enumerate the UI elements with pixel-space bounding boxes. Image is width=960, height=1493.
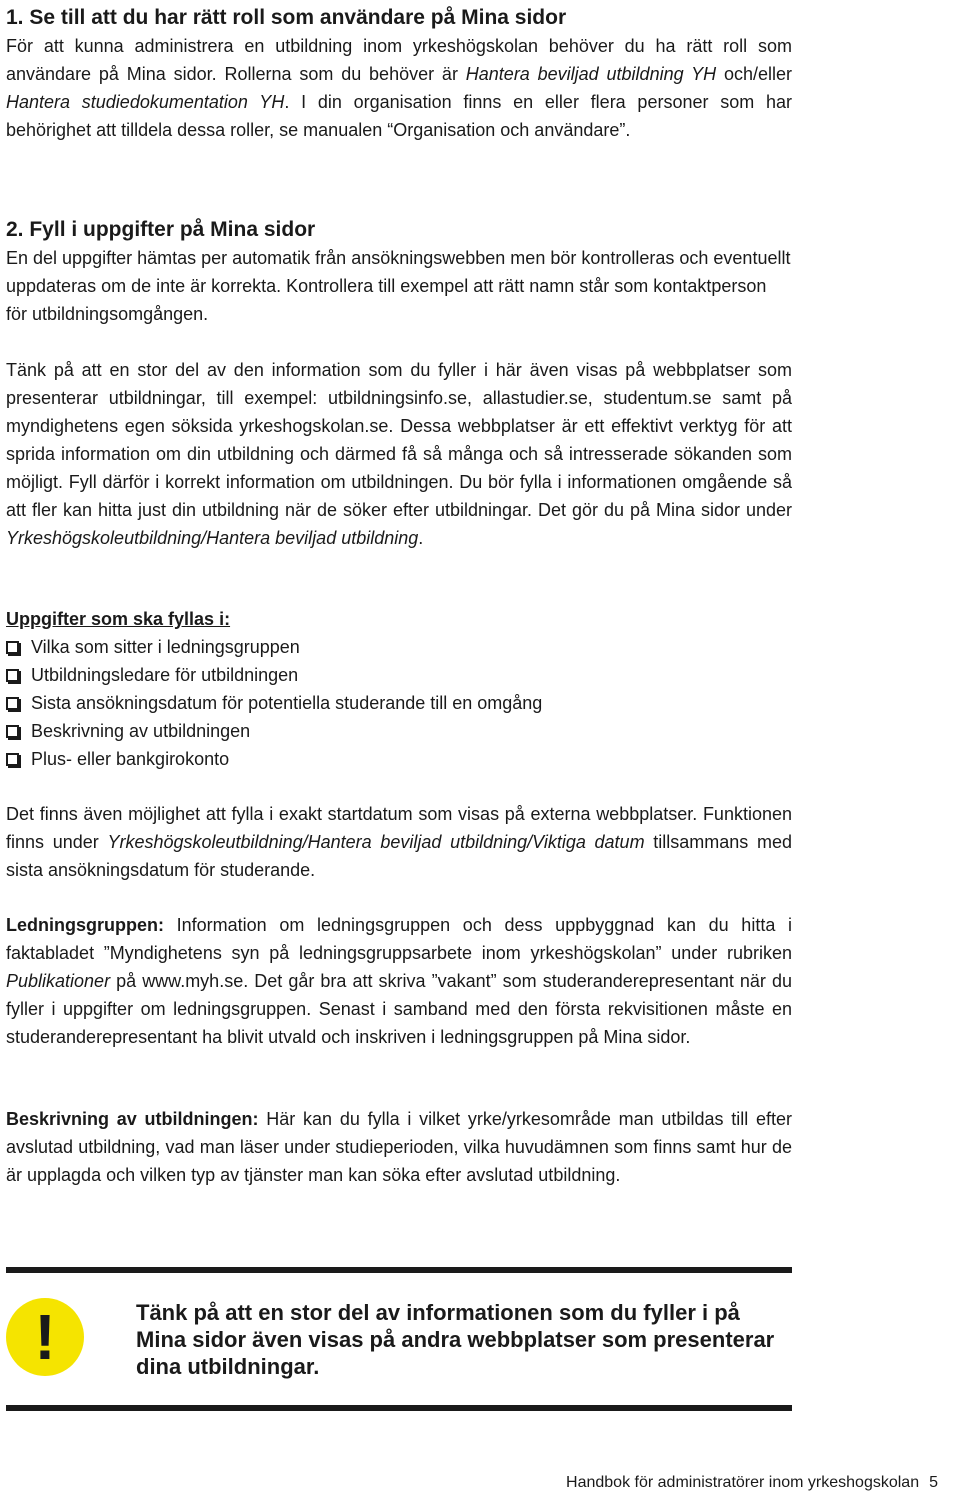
beskrivning-label: Beskrivning av utbildningen: <box>6 1109 259 1129</box>
text-span: tillsammans med sista ansökningsdatum för studerande. <box>6 832 793 880</box>
callout-top-rule <box>6 1267 792 1273</box>
list-item <box>6 745 792 773</box>
callout-text: Tänk på att en stor del av informationen som du fyller i på Mina sidor även visas på andra webbplatser som presenterar dina utbildningar. <box>136 1300 775 1379</box>
list-item <box>6 633 792 661</box>
section-2-paragraph-1: En del uppgifter hämtas per automatik från ansökningswebben men bör kontrolleras och eventuellt uppdateras om de inte är korrekta. Kontrollera till exempel att rätt namn står som kontaktperson för utbildningsomgången. <box>6 248 791 324</box>
section-fill-info <box>6 216 792 328</box>
fields-list <box>6 633 792 773</box>
fields-heading: Uppgifter som ska fyllas i: <box>6 609 231 629</box>
list-item-label: Utbildningsledare för utbildningen <box>31 665 299 685</box>
startdate-block <box>6 800 792 884</box>
callout-bottom-rule <box>6 1405 792 1411</box>
role-name: Hantera beviljad utbildning YH <box>465 64 717 84</box>
text-span: . I din organisation finns en eller flera personer som har behörighet att tilldela dessa roller, se manualen “Organisation och användare”. <box>6 92 792 140</box>
list-item <box>6 717 792 745</box>
ledning-block <box>6 911 792 1051</box>
ledning-label: Ledningsgruppen: <box>6 915 164 935</box>
footer-title: Handbok för administratörer inom yrkeshogskolan <box>566 1474 920 1491</box>
text-span: Här kan du fylla i vilket yrke/yrkesområde man utbildas till efter avslutad utbildning, vad man läser under studieperioden, vilka huvudämnen som finns samt hur de är upplagda och vilken typ av tjänster man kan söka efter avslutad utbildning. <box>6 1109 792 1185</box>
section-2-paragraph-2 <box>6 356 792 552</box>
beskrivning-block <box>6 1105 792 1189</box>
exclamation-icon <box>6 1298 84 1376</box>
list-item-label: Beskrivning av utbildningen <box>31 721 251 741</box>
list-item-label: Vilka som sitter i ledningsgruppen <box>31 637 300 657</box>
list-item-label: Plus- eller bankgirokonto <box>31 749 230 769</box>
list-item <box>6 661 792 689</box>
role-name: Hantera studiedokumentation YH <box>6 92 285 112</box>
beskrivning-paragraph <box>6 1105 792 1189</box>
text-span: Information om ledningsgruppen och dess uppbyggnad kan du hitta i faktabladet ”Myndighetens syn på ledningsgruppsarbete inom yrkeshögskolan” under rubriken <box>6 915 792 963</box>
section-2-heading: 2. Fyll i uppgifter på Mina sidor <box>6 218 316 241</box>
exclamation-glyph: ! <box>34 1301 56 1373</box>
list-item-label: Sista ansökningsdatum för potentiella studerande till en omgång <box>31 693 543 713</box>
page-number: 5 <box>929 1474 938 1491</box>
page-footer <box>566 1473 938 1493</box>
text-span: För att kunna administrera en utbildning inom yrkeshögskolan behöver du ha rätt roll som användare på Mina sidor. Rollerna som du behöver är <box>6 36 792 84</box>
section-2-paragraph-2-block <box>6 356 792 552</box>
checkbox-icon <box>6 669 19 682</box>
checkbox-icon <box>6 725 19 738</box>
menu-path: Yrkeshögskoleutbildning/Hantera beviljad utbildning <box>6 528 419 548</box>
publikationer-term: Publikationer <box>6 971 111 991</box>
section-1-heading: 1. Se till att du har rätt roll som användare på Mina sidor <box>6 6 567 29</box>
checkbox-icon <box>6 641 19 654</box>
list-item <box>6 689 792 717</box>
fields-block <box>6 605 792 773</box>
menu-path: Yrkeshögskoleutbildning/Hantera beviljad utbildning/Viktiga datum <box>107 832 645 852</box>
section-roles <box>6 4 792 144</box>
text-span: på www.myh.se. Det går bra att skriva ”vakant” som studeranderepresentant när du fyller i uppgifter om ledningsgruppen. Senast i samband med den första rekvisitionen måste en studeranderepresentant ha blivit utvald och inskriven i ledningsgruppen på Mina sidor. <box>6 971 792 1047</box>
text-span: . <box>418 528 424 548</box>
section-1-paragraph <box>6 32 792 144</box>
text-span: Tänk på att en stor del av den information som du fyller i här även visas på webbplatser som presenterar utbildningar, till exempel: utbildningsinfo.se, allastudier.se, studentum.se samt på myndighetens egen söksida yrkeshogskolan.se. Dessa webbplatser är ett effektivt verktyg för att sprida information om din utbildning och därmed få så många och så intresserade sökanden som möjligt. Fyll därför i korrekt information om utbildningen. Du bör fylla i informationen omgående så att fler kan hitta just din utbildning när de söker efter utbildningar. Det gör du på Mina sidor under <box>6 360 792 520</box>
ledning-paragraph <box>6 911 792 1051</box>
text-span: Det finns även möjlighet att fylla i exakt startdatum som visas på externa webbplatser. Funktionen finns under <box>6 804 792 852</box>
startdate-paragraph <box>6 800 792 884</box>
checkbox-icon <box>6 697 19 710</box>
checkbox-icon <box>6 753 19 766</box>
text-span: och/eller <box>716 64 792 84</box>
